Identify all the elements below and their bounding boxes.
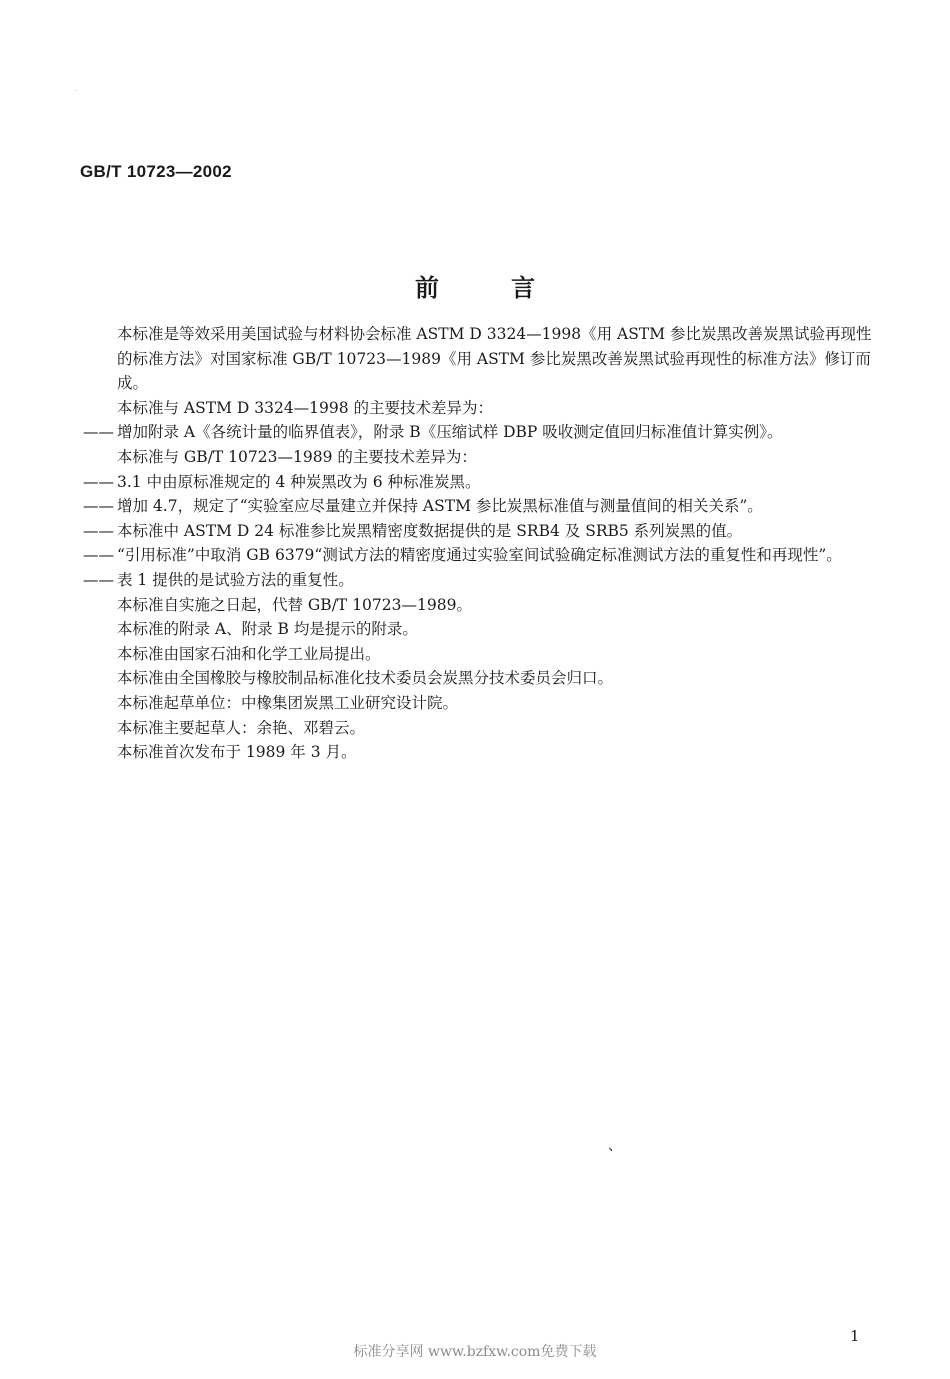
dash: —— bbox=[83, 570, 114, 589]
list-item-text: 表 1 提供的是试验方法的重复性。 bbox=[117, 570, 354, 589]
scan-speck: · bbox=[75, 88, 77, 95]
paragraph: 本标准主要起草人：余艳、邓碧云。 bbox=[117, 718, 366, 737]
paragraph: 本标准首次发布于 1989 年 3 月。 bbox=[117, 743, 357, 762]
dash: —— bbox=[83, 497, 114, 516]
stray-mark: 、 bbox=[608, 1138, 622, 1154]
paragraph: 本标准与 ASTM D 3324—1998 的主要技术差异为： bbox=[117, 398, 494, 417]
list-item-text: 增加 4.7，规定了“实验室应尽量建立并保持 ASTM 参比炭黑标准值与测量值间的相关关系”。 bbox=[117, 497, 763, 516]
list-item bbox=[83, 519, 883, 544]
list-item bbox=[83, 494, 883, 519]
paragraph: 本标准起草单位：中橡集团炭黑工业研究设计院。 bbox=[117, 693, 459, 712]
footer-watermark: 标准分享网 www.bzfxw.com免费下载 bbox=[353, 1344, 597, 1360]
paragraph: 本标准的附录 A、附录 B 均是提示的附录。 bbox=[117, 620, 418, 639]
paragraph: 本标准自实施之日起，代替 GB/T 10723—1989。 bbox=[117, 595, 472, 614]
list-item-text: 增加附录 A《各统计量的临界值表》，附录 B《压缩试样 DBP 吸收测定值回归标准值计算实例》。 bbox=[117, 423, 783, 442]
list-item-text: 本标准中 ASTM D 24 标准参比炭黑精密度数据提供的是 SRB4 及 SRB5 系列炭黑的值。 bbox=[117, 521, 743, 540]
dash: —— bbox=[83, 546, 114, 565]
paragraph: 本标准是等效采用美国试验与材料协会标准 ASTM D 3324—1998《用 ASTM 参比炭黑改善炭黑试验再现性的标准方法》对国家标准 GB/T 10723—1989《用 ASTM 参比炭黑改善炭黑试验再现性的标准方法》修订而成。 bbox=[117, 325, 872, 393]
dash: —— bbox=[83, 423, 114, 442]
paragraph: 本标准由国家石油和化学工业局提出。 bbox=[117, 644, 381, 663]
list-item-text: 3.1 中由原标准规定的 4 种炭黑改为 6 种标准炭黑。 bbox=[117, 472, 481, 491]
page-number: 1 bbox=[850, 1327, 860, 1345]
dash: —— bbox=[83, 472, 114, 491]
list-item-text: “引用标准”中取消 GB 6379“测试方法的精密度通过实验室间试验确定标准测试方法的重复性和再现性”。 bbox=[117, 546, 842, 565]
list-item bbox=[83, 470, 883, 495]
page-title: 前言 bbox=[415, 274, 607, 302]
paragraph: 本标准由全国橡胶与橡胶制品标准化技术委员会炭黑分技术委员会归口。 bbox=[117, 669, 614, 688]
dash: —— bbox=[83, 521, 114, 540]
list-item bbox=[83, 568, 883, 593]
list-item bbox=[83, 420, 883, 445]
preface-body bbox=[83, 322, 883, 765]
standard-code: GB/T 10723—2002 bbox=[80, 162, 232, 181]
paragraph: 本标准与 GB/T 10723—1989 的主要技术差异为： bbox=[117, 447, 477, 466]
list-item bbox=[83, 543, 883, 568]
